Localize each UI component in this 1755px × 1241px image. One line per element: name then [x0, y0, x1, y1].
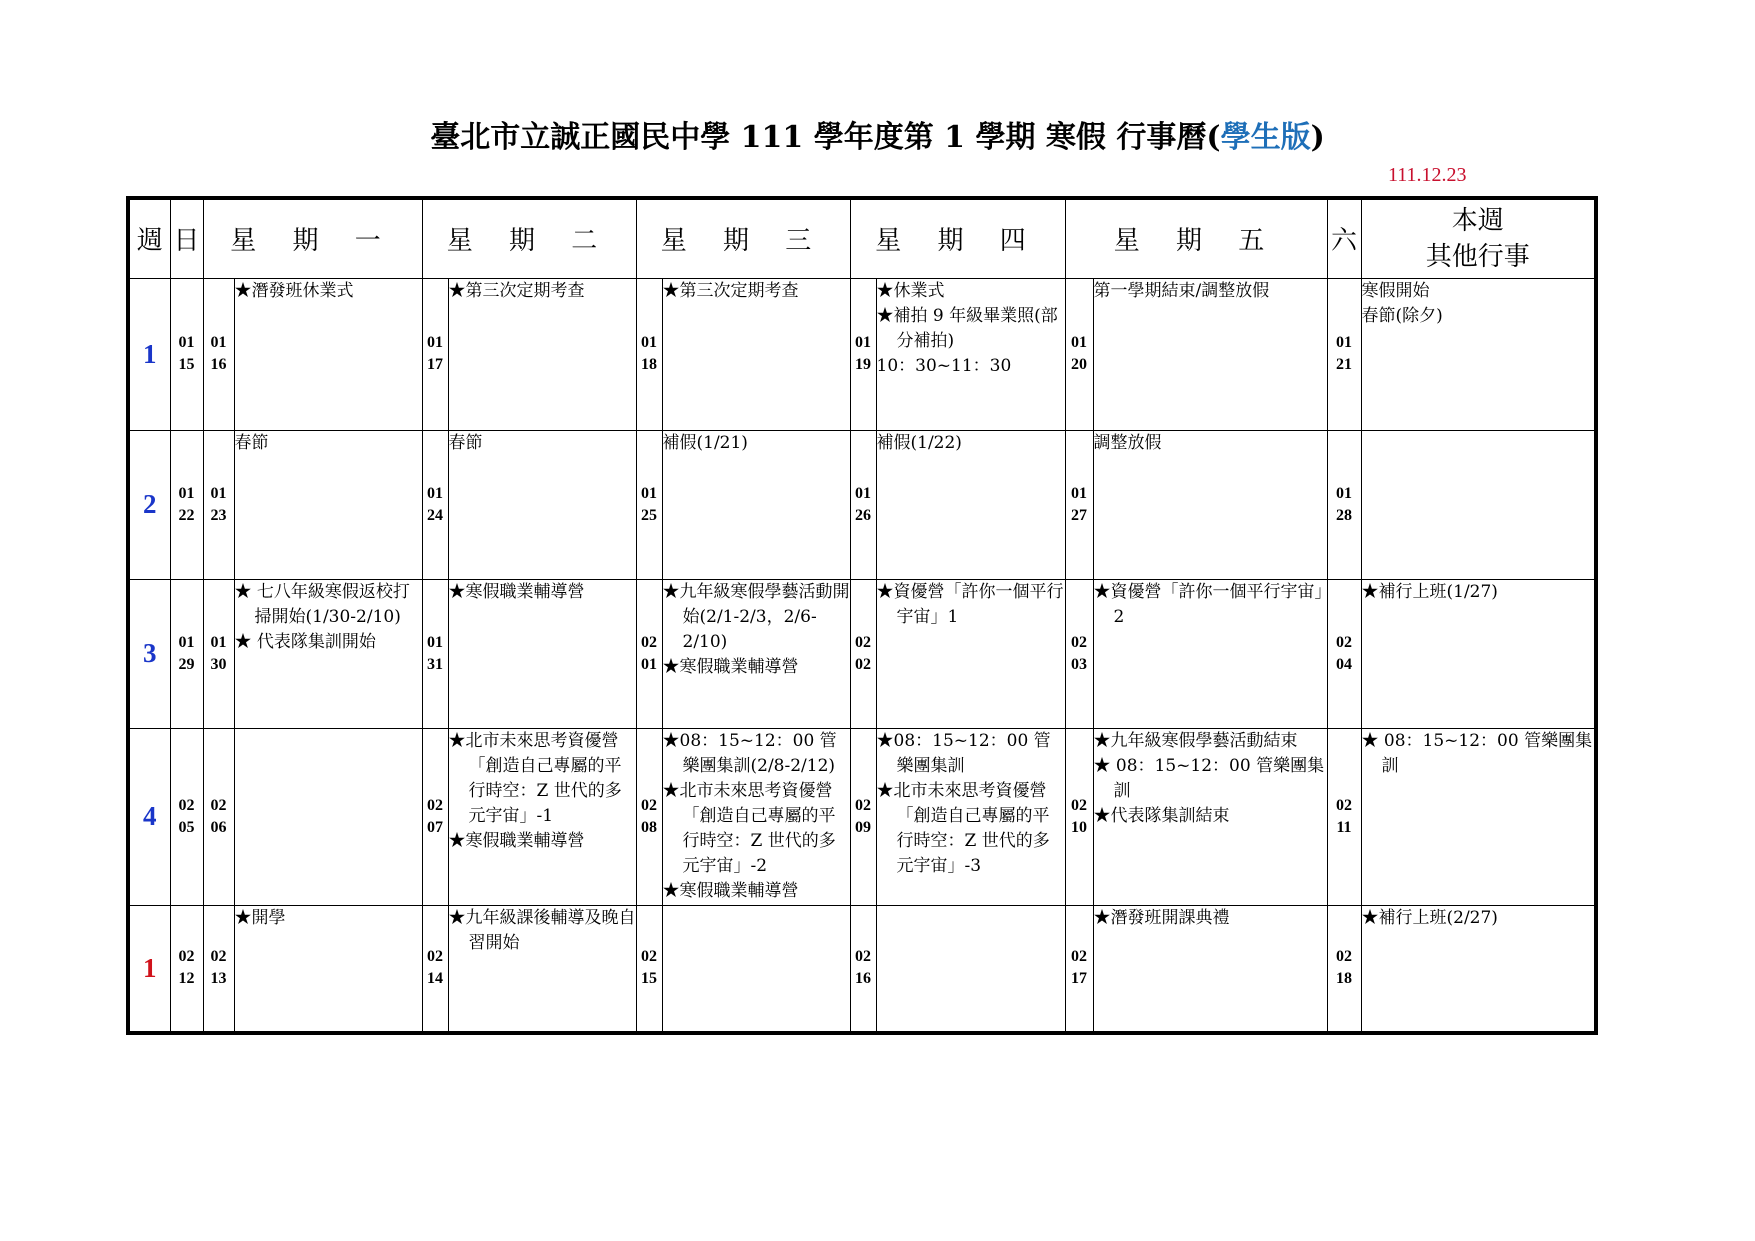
date-month: 01 — [178, 633, 195, 651]
date-month: 02 — [641, 948, 657, 966]
tue_events-events-cell — [448, 728, 636, 905]
thu_events-events-cell — [876, 905, 1065, 1033]
header-week: 週 — [128, 198, 170, 278]
other_events-events-cell — [1361, 278, 1596, 430]
date-day: 15 — [641, 970, 657, 988]
wed_events-events-cell — [662, 728, 850, 905]
date-cell-thu — [850, 579, 876, 728]
calendar-body — [128, 278, 1596, 1033]
date-month: 01 — [427, 484, 443, 502]
event-item: ★08：15~12：00 管樂團集訓 — [876, 730, 1051, 776]
date-month: 01 — [210, 484, 227, 502]
date-day: 20 — [1071, 356, 1087, 373]
date-day: 08 — [641, 818, 657, 836]
week-row — [128, 430, 1596, 579]
event-item: 春節(除夕) — [1361, 305, 1443, 326]
fri_events-events-cell — [1093, 905, 1327, 1033]
event-item: ★九年級課後輔導及晚自習開始 — [448, 907, 636, 953]
event-item: ★開學 — [234, 907, 286, 928]
date-cell-mon — [203, 728, 234, 905]
header-friday: 星 期 五 — [1065, 198, 1327, 278]
date-day: 16 — [210, 356, 227, 373]
date-day: 10 — [1071, 818, 1087, 836]
date-cell-wed — [636, 905, 662, 1033]
week-number: 3 — [128, 579, 170, 728]
other_events-events-cell — [1361, 728, 1596, 905]
date-cell-mon — [203, 905, 234, 1033]
event-item: ★補拍 9 年級畢業照(部分補拍) — [876, 305, 1058, 351]
header-row — [128, 198, 1596, 278]
event-item: ★寒假職業輔導營 — [662, 880, 799, 901]
event-item: ★ 代表隊集訓開始 — [234, 631, 376, 652]
event-item: 補假(1/22) — [876, 432, 962, 453]
week-number: 1 — [128, 278, 170, 430]
date-month: 02 — [1071, 796, 1087, 814]
event-item: ★九年級寒假學藝活動開始(2/1-2/3，2/6-2/10) — [662, 581, 850, 652]
date-month: 02 — [641, 796, 657, 814]
date-day: 27 — [1071, 506, 1087, 524]
wed_events-events-cell — [662, 579, 850, 728]
event-item: 春節 — [234, 432, 269, 453]
thu_events-events-cell — [876, 430, 1065, 579]
date-month: 02 — [855, 633, 871, 651]
date-day: 28 — [1336, 506, 1352, 524]
date-cell-fri — [1065, 278, 1093, 430]
date-month: 02 — [1071, 633, 1087, 651]
event-item: ★08：15~12：00 管樂團集訓(2/8-2/12) — [662, 730, 837, 776]
date-day: 18 — [1336, 970, 1352, 988]
date-day: 14 — [427, 970, 443, 988]
date-cell-tue — [422, 579, 448, 728]
date-cell-mon — [203, 579, 234, 728]
date-day: 13 — [210, 970, 227, 988]
week-number: 2 — [128, 430, 170, 579]
thu_events-events-cell — [876, 579, 1065, 728]
mon_events-events-cell — [234, 579, 422, 728]
header-wednesday: 星 期 三 — [636, 198, 850, 278]
fri_events-events-cell — [1093, 728, 1327, 905]
date-day: 23 — [210, 506, 227, 524]
event-item: 春節 — [448, 432, 483, 453]
wed_events-events-cell — [662, 430, 850, 579]
event-item: ★第三次定期考查 — [448, 280, 585, 301]
title-main: 臺北市立誠正國民中學 111 學年度第 1 學期 寒假 行事曆 — [430, 120, 1207, 155]
event-item: ★ 七八年級寒假返校打掃開始(1/30-2/10) — [234, 581, 410, 627]
date-month: 02 — [427, 796, 443, 814]
event-item: 第一學期結束/調整放假 — [1093, 280, 1270, 301]
date-day: 05 — [178, 818, 195, 836]
date-cell-sat — [1327, 905, 1361, 1033]
date-cell-thu — [850, 278, 876, 430]
date-day: 03 — [1071, 655, 1087, 673]
date-month: 01 — [641, 484, 657, 502]
other_events-events-cell — [1361, 905, 1596, 1033]
header-other-events — [1361, 198, 1596, 278]
date-month: 01 — [427, 334, 443, 351]
date-day: 21 — [1336, 356, 1352, 373]
event-item: 調整放假 — [1093, 432, 1162, 453]
date-month: 01 — [1071, 334, 1087, 351]
event-item: ★北市未來思考資優營「創造自己專屬的平行時空：Z 世代的多元宇宙」-3 — [876, 780, 1050, 876]
date-cell-wed — [636, 728, 662, 905]
date-day: 01 — [641, 655, 657, 673]
date-month: 01 — [178, 484, 195, 502]
event-item: ★ 08：15~12：00 管樂團集訓 — [1361, 730, 1593, 776]
date-day: 16 — [855, 970, 871, 988]
event-item: ★潛發班休業式 — [234, 280, 354, 301]
other_events-events-cell — [1361, 430, 1596, 579]
title-close-paren: ) — [1310, 120, 1325, 155]
wed_events-events-cell — [662, 278, 850, 430]
header-sunday: 日 — [170, 198, 203, 278]
event-item: 補假(1/21) — [662, 432, 748, 453]
event-item: ★補行上班(1/27) — [1361, 581, 1498, 602]
date-day: 17 — [1071, 970, 1087, 988]
event-item: ★資優營「許你一個平行宇宙」1 — [876, 581, 1064, 627]
header-saturday: 六 — [1327, 198, 1361, 278]
date-cell-sun — [170, 728, 203, 905]
header-tuesday: 星 期 二 — [422, 198, 636, 278]
week-row — [128, 278, 1596, 430]
date-month: 01 — [178, 334, 195, 351]
date-day: 02 — [855, 655, 871, 673]
date-day: 26 — [855, 506, 871, 524]
event-item: ★寒假職業輔導營 — [448, 830, 585, 851]
tue_events-events-cell — [448, 905, 636, 1033]
date-month: 02 — [178, 796, 195, 814]
date-cell-sun — [170, 278, 203, 430]
header-thursday: 星 期 四 — [850, 198, 1065, 278]
date-cell-sat — [1327, 278, 1361, 430]
date-day: 09 — [855, 818, 871, 836]
date-cell-sun — [170, 430, 203, 579]
date-day: 06 — [210, 818, 227, 836]
header-other-line2: 其他行事 — [1425, 241, 1530, 272]
week-number: 1 — [128, 905, 170, 1033]
thu_events-events-cell — [876, 728, 1065, 905]
date-month: 02 — [855, 948, 871, 966]
date-month: 02 — [641, 633, 657, 651]
event-item: ★寒假職業輔導營 — [662, 656, 799, 677]
date-month: 01 — [1336, 334, 1352, 351]
date-month: 02 — [210, 796, 227, 814]
date-month: 01 — [210, 633, 227, 651]
date-day: 17 — [427, 356, 443, 373]
fri_events-events-cell — [1093, 579, 1327, 728]
date-month: 02 — [210, 948, 227, 966]
event-item: ★潛發班開課典禮 — [1093, 907, 1230, 928]
page-title — [0, 112, 1755, 156]
date-cell-sat — [1327, 430, 1361, 579]
event-item: 10：30~11：30 — [876, 355, 1012, 376]
mon_events-events-cell — [234, 905, 422, 1033]
week-number: 4 — [128, 728, 170, 905]
date-cell-sat — [1327, 728, 1361, 905]
event-item: ★ 08：15~12：00 管樂團集訓 — [1093, 755, 1325, 801]
date-day: 12 — [178, 970, 195, 988]
date-month: 01 — [1336, 484, 1352, 502]
date-month: 01 — [210, 334, 227, 351]
date-day: 24 — [427, 506, 443, 524]
week-row — [128, 905, 1596, 1033]
title-version: 學生版 — [1220, 120, 1311, 155]
date-cell-thu — [850, 728, 876, 905]
date-month: 01 — [855, 484, 871, 502]
date-day: 18 — [641, 356, 657, 373]
date-month: 01 — [427, 633, 443, 651]
week-row — [128, 728, 1596, 905]
fri_events-events-cell — [1093, 278, 1327, 430]
event-item: ★北市未來思考資優營「創造自己專屬的平行時空：Z 世代的多元宇宙」-2 — [662, 780, 836, 876]
date-cell-fri — [1065, 905, 1093, 1033]
date-day: 22 — [178, 506, 195, 524]
date-cell-sun — [170, 905, 203, 1033]
date-month: 02 — [1336, 948, 1352, 966]
date-day: 15 — [178, 356, 195, 373]
date-day: 30 — [210, 655, 227, 673]
tue_events-events-cell — [448, 430, 636, 579]
date-day: 11 — [1336, 818, 1352, 836]
mon_events-events-cell — [234, 728, 422, 905]
date-day: 31 — [427, 655, 443, 673]
date-day: 25 — [641, 506, 657, 524]
date-cell-fri — [1065, 579, 1093, 728]
date-month: 02 — [178, 948, 195, 966]
event-item: ★資優營「許你一個平行宇宙」2 — [1093, 581, 1323, 627]
event-item: ★寒假職業輔導營 — [448, 581, 585, 602]
wed_events-events-cell — [662, 905, 850, 1033]
date-cell-fri — [1065, 728, 1093, 905]
date-month: 02 — [1336, 633, 1352, 651]
event-item: ★代表隊集訓結束 — [1093, 805, 1230, 826]
event-item: ★休業式 — [876, 280, 945, 301]
date-day: 19 — [855, 356, 871, 373]
date-cell-sat — [1327, 579, 1361, 728]
date-cell-wed — [636, 579, 662, 728]
date-day: 04 — [1336, 655, 1352, 673]
date-day: 29 — [178, 655, 195, 673]
date-month: 02 — [1336, 796, 1352, 814]
mon_events-events-cell — [234, 430, 422, 579]
date-day: 07 — [427, 818, 443, 836]
tue_events-events-cell — [448, 278, 636, 430]
other_events-events-cell — [1361, 579, 1596, 728]
date-month: 02 — [855, 796, 871, 814]
date-month: 02 — [427, 948, 443, 966]
date-cell-mon — [203, 278, 234, 430]
revision-date: 111.12.23 — [1388, 164, 1467, 186]
event-item: ★北市未來思考資優營「創造自己專屬的平行時空：Z 世代的多元宇宙」-1 — [448, 730, 622, 826]
date-cell-tue — [422, 728, 448, 905]
header-other-line1: 本週 — [1451, 205, 1504, 236]
tue_events-events-cell — [448, 579, 636, 728]
fri_events-events-cell — [1093, 430, 1327, 579]
header-monday: 星 期 一 — [203, 198, 422, 278]
date-cell-wed — [636, 430, 662, 579]
mon_events-events-cell — [234, 278, 422, 430]
date-cell-mon — [203, 430, 234, 579]
date-cell-thu — [850, 430, 876, 579]
event-item: ★九年級寒假學藝活動結束 — [1093, 730, 1298, 751]
date-cell-thu — [850, 905, 876, 1033]
date-cell-tue — [422, 430, 448, 579]
date-cell-wed — [636, 278, 662, 430]
date-cell-tue — [422, 905, 448, 1033]
date-month: 01 — [855, 334, 871, 351]
date-cell-sun — [170, 579, 203, 728]
event-item: 寒假開始 — [1361, 280, 1430, 301]
calendar-table — [126, 196, 1598, 1035]
thu_events-events-cell — [876, 278, 1065, 430]
event-item: ★補行上班(2/27) — [1361, 907, 1498, 928]
date-month: 02 — [1071, 948, 1087, 966]
title-open-paren: ( — [1206, 120, 1221, 155]
date-cell-fri — [1065, 430, 1093, 579]
date-month: 01 — [1071, 484, 1087, 502]
date-month: 01 — [641, 334, 657, 351]
event-item: ★第三次定期考查 — [662, 280, 799, 301]
date-cell-tue — [422, 278, 448, 430]
week-row — [128, 579, 1596, 728]
